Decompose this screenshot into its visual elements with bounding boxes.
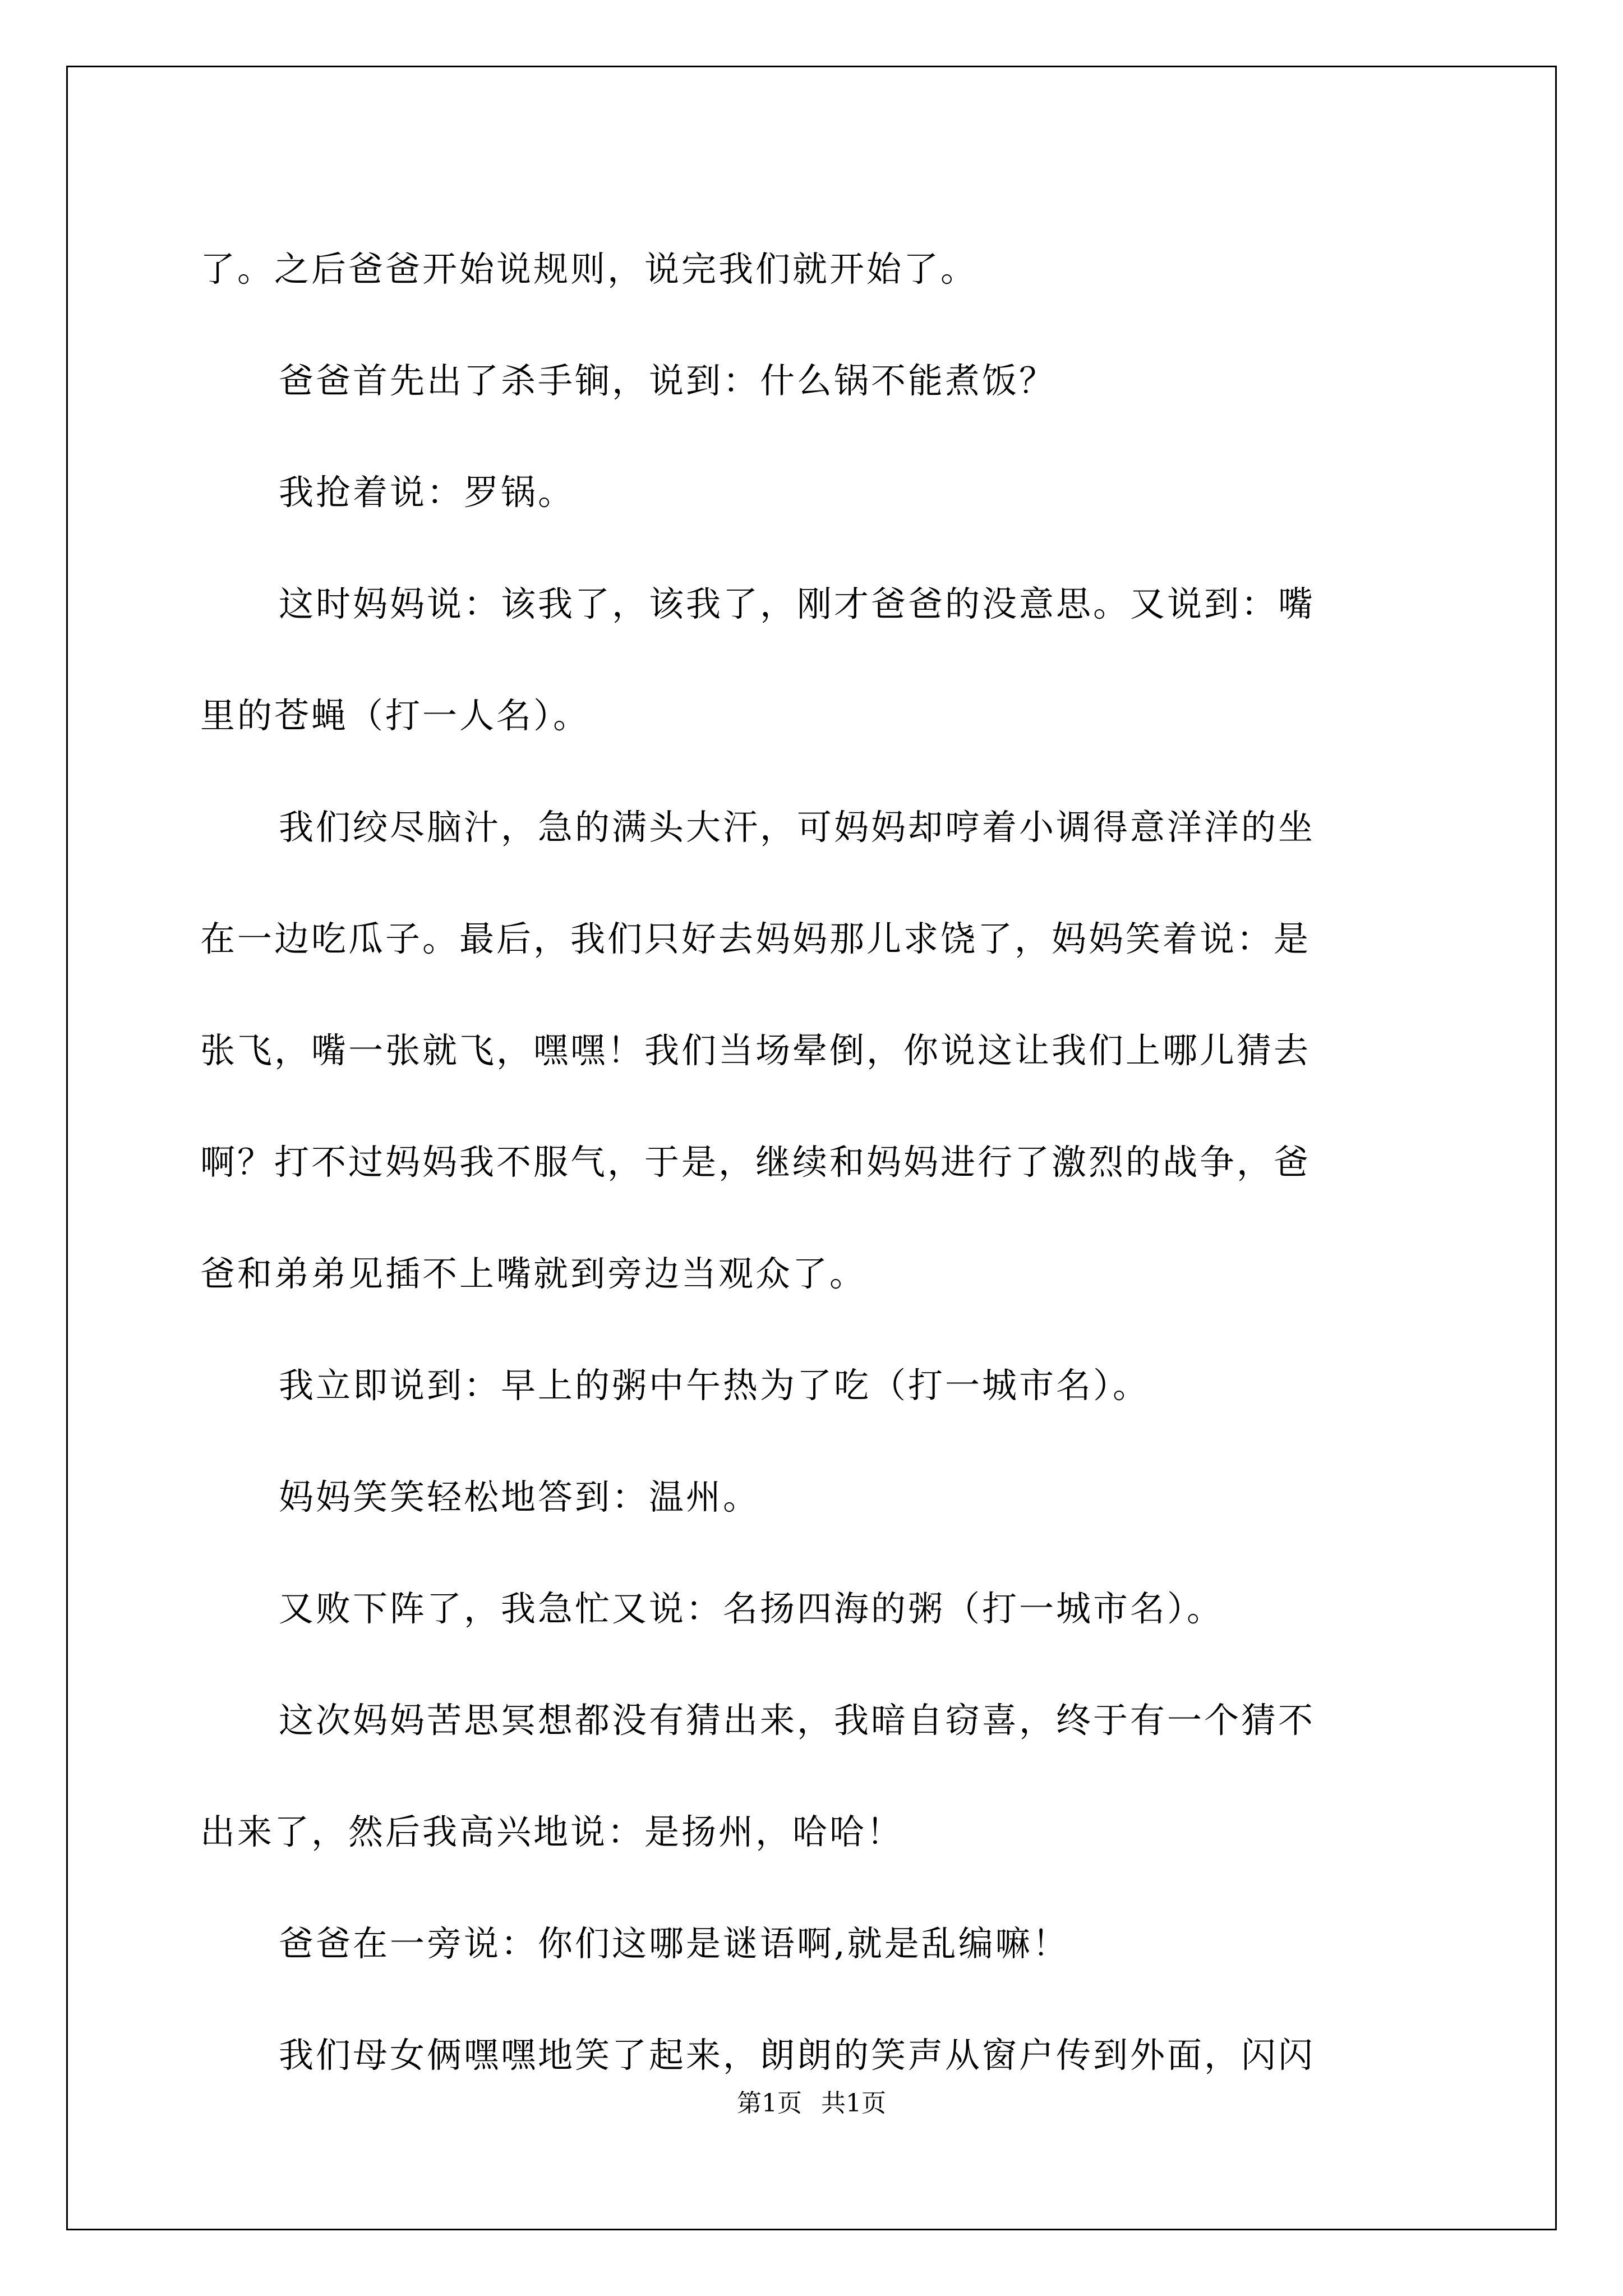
text-line: 张飞，嘴一张就飞，嘿嘿！我们当场晕倒，你说这让我们上哪儿猜去 (200, 1030, 1311, 1071)
page-footer (0, 2087, 1623, 2120)
text-line: 在一边吃瓜子。最后，我们只好去妈妈那儿求饶了，妈妈笑着说：是 (200, 918, 1311, 959)
text-line: 妈妈笑笑轻松地答到：温州。 (279, 1476, 760, 1517)
text-line: 又败下阵了，我急忙又说：名扬四海的粥（打一城市名）。 (279, 1588, 1224, 1629)
text-line: 我们绞尽脑汁，急的满头大汗，可妈妈却哼着小调得意洋洋的坐 (279, 807, 1316, 848)
text-line: 出来了，然后我高兴地说：是扬州，哈哈！ (200, 1811, 904, 1852)
page-number: 第1页 (737, 2089, 802, 2118)
page-total: 共1页 (821, 2089, 886, 2118)
text-line: 我立即说到：早上的粥中午热为了吃（打一城市名）。 (279, 1365, 1150, 1406)
text-line: 里的苍蝇（打一人名）。 (200, 695, 591, 736)
text-line: 我们母女俩嘿嘿地笑了起来，朗朗的笑声从窗户传到外面，闪闪 (279, 2035, 1316, 2076)
text-line: 啊？打不过妈妈我不服气，于是，继续和妈妈进行了激烈的战争，爸 (200, 1142, 1311, 1182)
text-line: 爸和弟弟见插不上嘴就到旁边当观众了。 (200, 1253, 867, 1294)
text-line: 这时妈妈说：该我了，该我了，刚才爸爸的没意思。又说到：嘴 (279, 583, 1316, 624)
text-line: 了。之后爸爸开始说规则，说完我们就开始了。 (200, 249, 978, 289)
text-line: 爸爸首先出了杀手锏，说到：什么锅不能煮饭？ (279, 360, 1057, 401)
text-line: 我抢着说：罗锅。 (279, 472, 575, 513)
text-line: 这次妈妈苦思冥想都没有猜出来，我暗自窃喜，终于有一个猜不 (279, 1700, 1316, 1741)
text-line: 爸爸在一旁说：你们这哪是谜语啊,就是乱编嘛！ (279, 1923, 1069, 1964)
document-body (200, 213, 1423, 2111)
